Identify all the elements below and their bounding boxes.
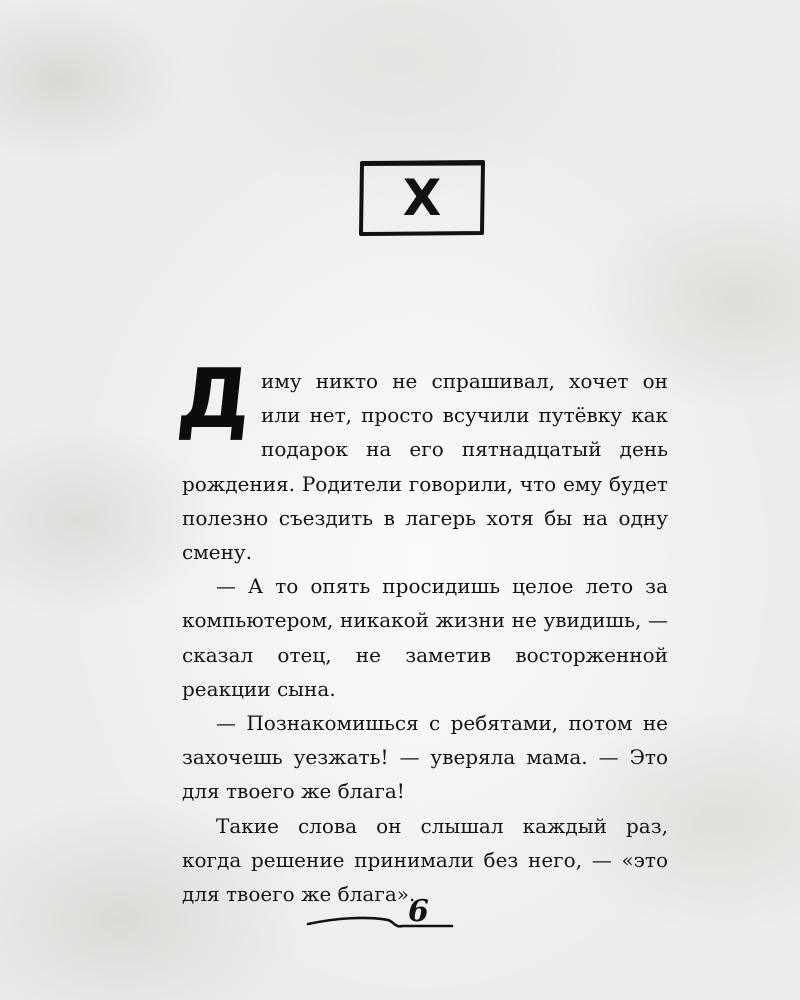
page-number: 6 bbox=[408, 894, 429, 929]
paragraph-2: — А то опять просидишь целое лето за компьютером, никакой жизни не увидишь, — сказал отец, не заметив восторженной реакции сына. bbox=[182, 574, 668, 701]
paragraph-3: — Познакомишься с ребятами, потом не захочешь уезжать! — уверяла мама. — Это для твоего же блага! bbox=[182, 711, 668, 804]
chapter-number: X bbox=[402, 169, 442, 227]
folio-swash-line bbox=[306, 888, 456, 938]
chapter-text bbox=[173, 352, 668, 911]
chapter-heading bbox=[359, 160, 485, 236]
page-footer bbox=[306, 888, 456, 938]
paragraph-1 bbox=[173, 352, 668, 569]
drop-cap-letter: Д bbox=[173, 352, 257, 447]
paragraph-4: Такие слова он слышал каждый раз, когда решение принимали без него, — «это для твоего же блага». bbox=[182, 813, 668, 907]
paragraph-1-text: иму никто не спрашивал, хочет он или нет, просто всучили путёвку как подарок на его пятнадцатый день рождения. Родители говорили, что ему будет полезно съездить в лагерь хотя бы на одну смену. bbox=[182, 369, 668, 565]
